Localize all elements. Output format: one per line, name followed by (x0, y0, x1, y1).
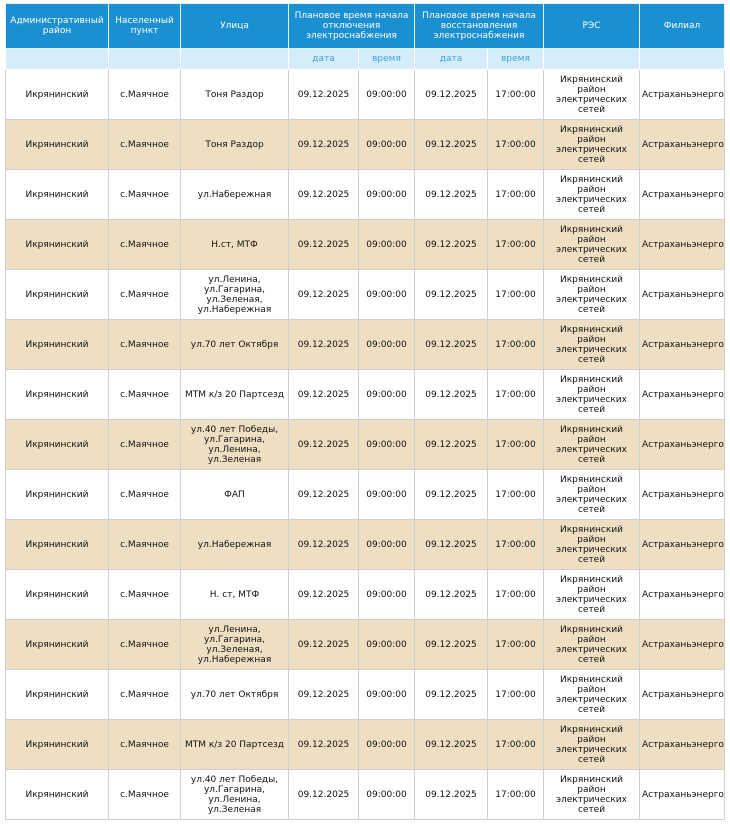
cell-off-time: 09:00:00 (359, 670, 415, 720)
cell-on-date: 09.12.2025 (415, 170, 488, 220)
cell-settlement: с.Маячное (109, 770, 181, 820)
cell-district: Икрянинский (6, 420, 109, 470)
table-row (6, 570, 725, 620)
subheader-off-time: время (359, 49, 415, 70)
cell-district: Икрянинский (6, 320, 109, 370)
cell-off-time: 09:00:00 (359, 170, 415, 220)
table-row (6, 520, 725, 570)
cell-on-date: 09.12.2025 (415, 720, 488, 770)
cell-off-date: 09.12.2025 (289, 320, 359, 370)
table-row (6, 70, 725, 120)
cell-res: Икрянинский район электрических сетей (544, 620, 640, 670)
cell-off-time: 09:00:00 (359, 70, 415, 120)
cell-branch: Астраханьэнерго (640, 70, 725, 120)
table-row (6, 670, 725, 720)
cell-street: Н. ст, МТФ (181, 570, 289, 620)
cell-district: Икрянинский (6, 220, 109, 270)
cell-off-date: 09.12.2025 (289, 420, 359, 470)
cell-district: Икрянинский (6, 170, 109, 220)
cell-street: Н.ст, МТФ (181, 220, 289, 270)
cell-branch: Астраханьэнерго (640, 570, 725, 620)
cell-res: Икрянинский район электрических сетей (544, 470, 640, 520)
table-row (6, 320, 725, 370)
cell-off-time: 09:00:00 (359, 370, 415, 420)
cell-on-time: 17:00:00 (488, 670, 544, 720)
cell-on-date: 09.12.2025 (415, 620, 488, 670)
cell-settlement: с.Маячное (109, 320, 181, 370)
cell-branch: Астраханьэнерго (640, 420, 725, 470)
cell-on-time: 17:00:00 (488, 320, 544, 370)
cell-district: Икрянинский (6, 670, 109, 720)
cell-settlement: с.Маячное (109, 270, 181, 320)
cell-on-date: 09.12.2025 (415, 120, 488, 170)
cell-off-time: 09:00:00 (359, 420, 415, 470)
cell-off-time: 09:00:00 (359, 620, 415, 670)
table-body (6, 70, 725, 820)
cell-res: Икрянинский район электрических сетей (544, 520, 640, 570)
cell-on-date: 09.12.2025 (415, 320, 488, 370)
cell-off-date: 09.12.2025 (289, 570, 359, 620)
cell-on-time: 17:00:00 (488, 70, 544, 120)
cell-res: Икрянинский район электрических сетей (544, 170, 640, 220)
cell-branch: Астраханьэнерго (640, 370, 725, 420)
cell-res: Икрянинский район электрических сетей (544, 670, 640, 720)
cell-on-date: 09.12.2025 (415, 670, 488, 720)
cell-branch: Астраханьэнерго (640, 170, 725, 220)
subheader-empty (6, 49, 109, 70)
cell-off-time: 09:00:00 (359, 470, 415, 520)
header-restore-start: Плановое время начала восстановления электроснабжения (415, 4, 544, 49)
cell-on-date: 09.12.2025 (415, 420, 488, 470)
cell-settlement: с.Маячное (109, 220, 181, 270)
cell-on-time: 17:00:00 (488, 270, 544, 320)
cell-district: Икрянинский (6, 470, 109, 520)
cell-branch: Астраханьэнерго (640, 720, 725, 770)
cell-branch: Астраханьэнерго (640, 520, 725, 570)
cell-branch: Астраханьэнерго (640, 620, 725, 670)
cell-settlement: с.Маячное (109, 70, 181, 120)
cell-on-time: 17:00:00 (488, 770, 544, 820)
cell-res: Икрянинский район электрических сетей (544, 270, 640, 320)
table-row (6, 470, 725, 520)
cell-off-date: 09.12.2025 (289, 120, 359, 170)
cell-off-time: 09:00:00 (359, 220, 415, 270)
cell-settlement: с.Маячное (109, 370, 181, 420)
cell-off-date: 09.12.2025 (289, 170, 359, 220)
cell-on-time: 17:00:00 (488, 420, 544, 470)
cell-on-date: 09.12.2025 (415, 570, 488, 620)
cell-street: ул.Ленина, ул.Гагарина, ул.Зеленая, ул.Набережная (181, 620, 289, 670)
cell-branch: Астраханьэнерго (640, 220, 725, 270)
cell-branch: Астраханьэнерго (640, 470, 725, 520)
header-branch: Филиал (640, 4, 725, 49)
cell-off-date: 09.12.2025 (289, 720, 359, 770)
table-row (6, 270, 725, 320)
cell-settlement: с.Маячное (109, 170, 181, 220)
cell-off-time: 09:00:00 (359, 720, 415, 770)
cell-off-date: 09.12.2025 (289, 670, 359, 720)
cell-street: ул.Набережная (181, 170, 289, 220)
outage-schedule-table (5, 3, 725, 820)
subheader-empty (544, 49, 640, 70)
cell-off-time: 09:00:00 (359, 770, 415, 820)
header-res: РЭС (544, 4, 640, 49)
cell-off-date: 09.12.2025 (289, 770, 359, 820)
cell-on-date: 09.12.2025 (415, 520, 488, 570)
cell-branch: Астраханьэнерго (640, 670, 725, 720)
cell-settlement: с.Маячное (109, 470, 181, 520)
cell-on-date: 09.12.2025 (415, 220, 488, 270)
cell-off-time: 09:00:00 (359, 520, 415, 570)
cell-street: МТМ к/з 20 Партсезд (181, 370, 289, 420)
subheader-row (6, 49, 725, 70)
cell-off-date: 09.12.2025 (289, 370, 359, 420)
cell-off-date: 09.12.2025 (289, 270, 359, 320)
cell-on-time: 17:00:00 (488, 220, 544, 270)
cell-off-date: 09.12.2025 (289, 620, 359, 670)
cell-on-time: 17:00:00 (488, 470, 544, 520)
cell-res: Икрянинский район электрических сетей (544, 220, 640, 270)
cell-res: Икрянинский район электрических сетей (544, 720, 640, 770)
subheader-empty (640, 49, 725, 70)
cell-branch: Астраханьэнерго (640, 320, 725, 370)
cell-district: Икрянинский (6, 520, 109, 570)
table-row (6, 720, 725, 770)
table-row (6, 370, 725, 420)
cell-street: ул.70 лет Октября (181, 320, 289, 370)
table-row (6, 770, 725, 820)
cell-settlement: с.Маячное (109, 420, 181, 470)
cell-res: Икрянинский район электрических сетей (544, 770, 640, 820)
cell-on-time: 17:00:00 (488, 520, 544, 570)
cell-off-time: 09:00:00 (359, 120, 415, 170)
table-row (6, 420, 725, 470)
cell-settlement: с.Маячное (109, 720, 181, 770)
cell-branch: Астраханьэнерго (640, 770, 725, 820)
cell-street: Тоня Раздор (181, 70, 289, 120)
cell-on-date: 09.12.2025 (415, 270, 488, 320)
cell-on-time: 17:00:00 (488, 370, 544, 420)
cell-district: Икрянинский (6, 770, 109, 820)
subheader-empty (181, 49, 289, 70)
cell-district: Икрянинский (6, 720, 109, 770)
cell-district: Икрянинский (6, 570, 109, 620)
cell-off-time: 09:00:00 (359, 320, 415, 370)
cell-res: Икрянинский район электрических сетей (544, 420, 640, 470)
subheader-on-time: время (488, 49, 544, 70)
cell-off-date: 09.12.2025 (289, 70, 359, 120)
cell-street: ул.Ленина, ул.Гагарина, ул.Зеленая, ул.Набережная (181, 270, 289, 320)
header-district: Административный район (6, 4, 109, 49)
cell-district: Икрянинский (6, 120, 109, 170)
cell-on-date: 09.12.2025 (415, 70, 488, 120)
cell-off-time: 09:00:00 (359, 570, 415, 620)
cell-off-date: 09.12.2025 (289, 520, 359, 570)
cell-district: Икрянинский (6, 620, 109, 670)
cell-district: Икрянинский (6, 270, 109, 320)
cell-district: Икрянинский (6, 70, 109, 120)
cell-res: Икрянинский район электрических сетей (544, 120, 640, 170)
cell-off-time: 09:00:00 (359, 270, 415, 320)
cell-street: ул.40 лет Победы, ул.Гагарина, ул.Ленина, ул.Зеленая (181, 420, 289, 470)
table-header (6, 4, 725, 70)
header-settlement: Населенный пункт (109, 4, 181, 49)
table-row (6, 220, 725, 270)
cell-settlement: с.Маячное (109, 520, 181, 570)
table-row (6, 620, 725, 670)
cell-off-date: 09.12.2025 (289, 470, 359, 520)
cell-on-time: 17:00:00 (488, 620, 544, 670)
cell-settlement: с.Маячное (109, 120, 181, 170)
cell-on-date: 09.12.2025 (415, 770, 488, 820)
header-street: Улица (181, 4, 289, 49)
cell-on-date: 09.12.2025 (415, 370, 488, 420)
cell-street: ул.70 лет Октября (181, 670, 289, 720)
cell-on-time: 17:00:00 (488, 720, 544, 770)
cell-res: Икрянинский район электрических сетей (544, 70, 640, 120)
cell-settlement: с.Маячное (109, 570, 181, 620)
cell-on-time: 17:00:00 (488, 170, 544, 220)
cell-street: ФАП (181, 470, 289, 520)
cell-street: ул.40 лет Победы, ул.Гагарина, ул.Ленина, ул.Зеленая (181, 770, 289, 820)
cell-on-time: 17:00:00 (488, 570, 544, 620)
cell-settlement: с.Маячное (109, 620, 181, 670)
table-row (6, 120, 725, 170)
header-row (6, 4, 725, 49)
cell-on-date: 09.12.2025 (415, 470, 488, 520)
table-row (6, 170, 725, 220)
cell-settlement: с.Маячное (109, 670, 181, 720)
cell-district: Икрянинский (6, 370, 109, 420)
cell-branch: Астраханьэнерго (640, 120, 725, 170)
cell-branch: Астраханьэнерго (640, 270, 725, 320)
cell-res: Икрянинский район электрических сетей (544, 320, 640, 370)
header-outage-start: Плановое время начала отключения электроснабжения (289, 4, 415, 49)
subheader-empty (109, 49, 181, 70)
cell-res: Икрянинский район электрических сетей (544, 370, 640, 420)
cell-off-date: 09.12.2025 (289, 220, 359, 270)
cell-street: ул.Набережная (181, 520, 289, 570)
cell-on-time: 17:00:00 (488, 120, 544, 170)
cell-street: Тоня Раздор (181, 120, 289, 170)
cell-street: МТМ к/з 20 Партсезд (181, 720, 289, 770)
subheader-off-date: дата (289, 49, 359, 70)
cell-res: Икрянинский район электрических сетей (544, 570, 640, 620)
subheader-on-date: дата (415, 49, 488, 70)
